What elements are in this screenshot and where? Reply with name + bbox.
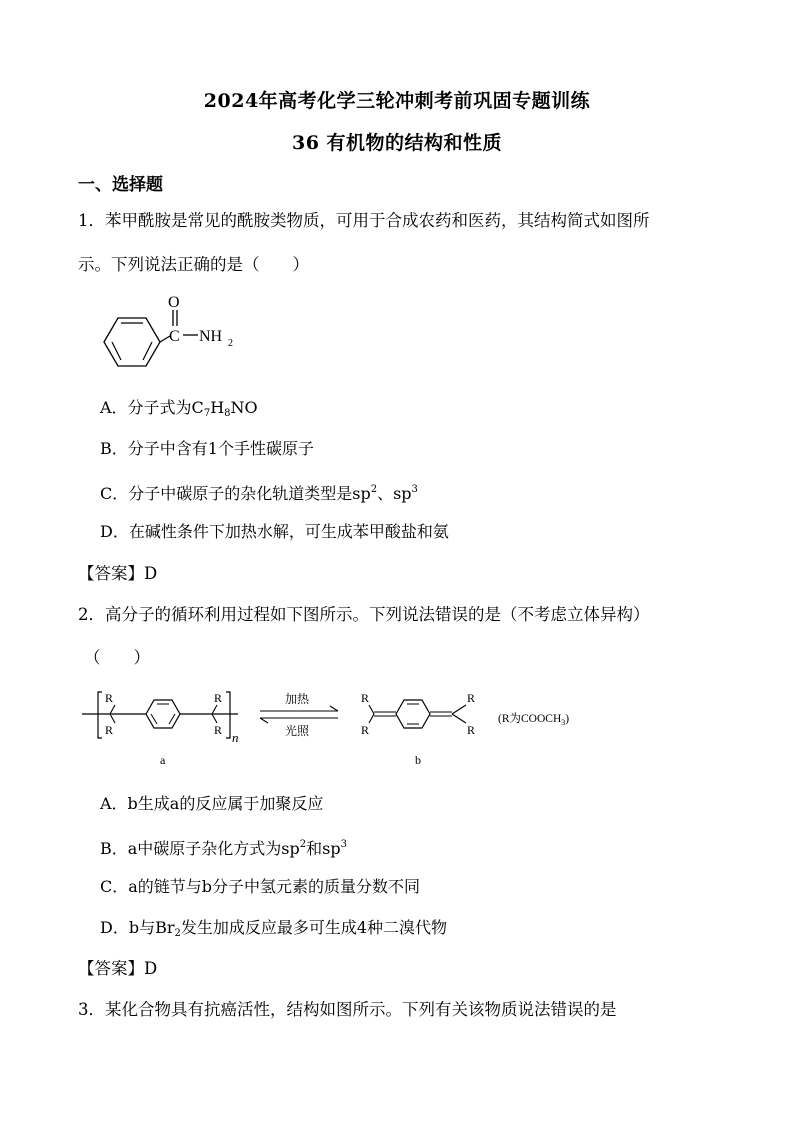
- page-title: 2024年高考化学三轮冲刺考前巩固专题训练: [203, 90, 591, 112]
- atom-nh: NH: [199, 328, 223, 345]
- r-group: R: [105, 691, 114, 705]
- substituent-bond: [212, 714, 217, 723]
- q1-stem-line2: 示。下列说法正确的是（ ）: [78, 255, 309, 274]
- r-group: R: [214, 723, 223, 737]
- q2-stem-line1: 2．高分子的循环利用过程如下图所示。下列说法错误的是（不考虑立体异构）: [78, 605, 650, 624]
- q1-option-b: B．分子中含有1个手性碳原子: [100, 439, 314, 458]
- aromatic-bond: [151, 714, 157, 724]
- recycling-scheme: [80, 684, 610, 772]
- q3-stem-line1: 3．某化合物具有抗癌活性，结构如图所示。下列有关该物质说法错误的是: [78, 1000, 617, 1019]
- arrow-heat-label: 加热: [285, 692, 310, 706]
- r-group: R: [467, 691, 476, 705]
- label-a: a: [160, 753, 166, 767]
- r-group: R: [467, 723, 476, 737]
- atom-carbon: C: [169, 328, 180, 345]
- label-b: b: [415, 753, 421, 767]
- q2-option-b: B．a中碳原子杂化方式为$sp^2$和$sp^3$: [100, 839, 347, 858]
- r-group: R: [361, 691, 370, 705]
- substituent-bond: [369, 705, 374, 714]
- right-bracket: [226, 692, 230, 738]
- r-group: R: [361, 723, 370, 737]
- forward-arrowhead: [330, 706, 338, 711]
- r-definition-note: (R为$COOCH_3$): [498, 713, 570, 727]
- substituent-bond: [212, 705, 217, 714]
- repeat-n: n: [232, 730, 239, 745]
- q2-option-d: D．b与$Br_2$发生加成反应最多可生成4种二溴代物: [100, 918, 448, 939]
- substituent-bond: [110, 714, 115, 723]
- substituent-bond: [369, 714, 374, 723]
- q2-option-a: A．b生成a的反应属于加聚反应: [100, 794, 324, 813]
- substituent-bond: [110, 705, 115, 714]
- q1-option-a: A．分子式为$C_7H_8NO$: [100, 398, 258, 419]
- arrow-light-label: 光照: [285, 724, 310, 738]
- section-heading: 一、选择题: [78, 175, 163, 195]
- q1-stem-line1: 1．苯甲酰胺是常见的酰胺类物质，可用于合成农药和医药，其结构简式如图所: [78, 211, 650, 230]
- aromatic-bond: [169, 714, 175, 724]
- atom-oxygen: O: [168, 294, 180, 311]
- q1-answer: 【答案】D: [78, 564, 158, 583]
- substituent-bond: [452, 705, 466, 714]
- atom-nh-subscript: 2: [228, 338, 233, 349]
- q2-option-c: C．a的链节与b分子中氢元素的质量分数不同: [100, 877, 421, 896]
- r-group: R: [105, 723, 114, 737]
- page-subtitle: 36 有机物的结构和性质: [291, 132, 503, 154]
- q2-answer: 【答案】D: [78, 959, 158, 978]
- q2-stem-line2: （ ）: [84, 648, 150, 667]
- substituent-bond: [452, 714, 466, 723]
- reverse-arrowhead: [260, 718, 268, 723]
- benzamide-structure: [96, 290, 256, 382]
- q1-option-c: C．分子中碳原子的杂化轨道类型是$sp^2$、$sp^3$: [100, 484, 418, 503]
- r-group: R: [214, 691, 223, 705]
- left-bracket: [98, 692, 102, 738]
- q1-option-d: D．在碱性条件下加热水解，可生成苯甲酸盐和氨: [100, 522, 449, 541]
